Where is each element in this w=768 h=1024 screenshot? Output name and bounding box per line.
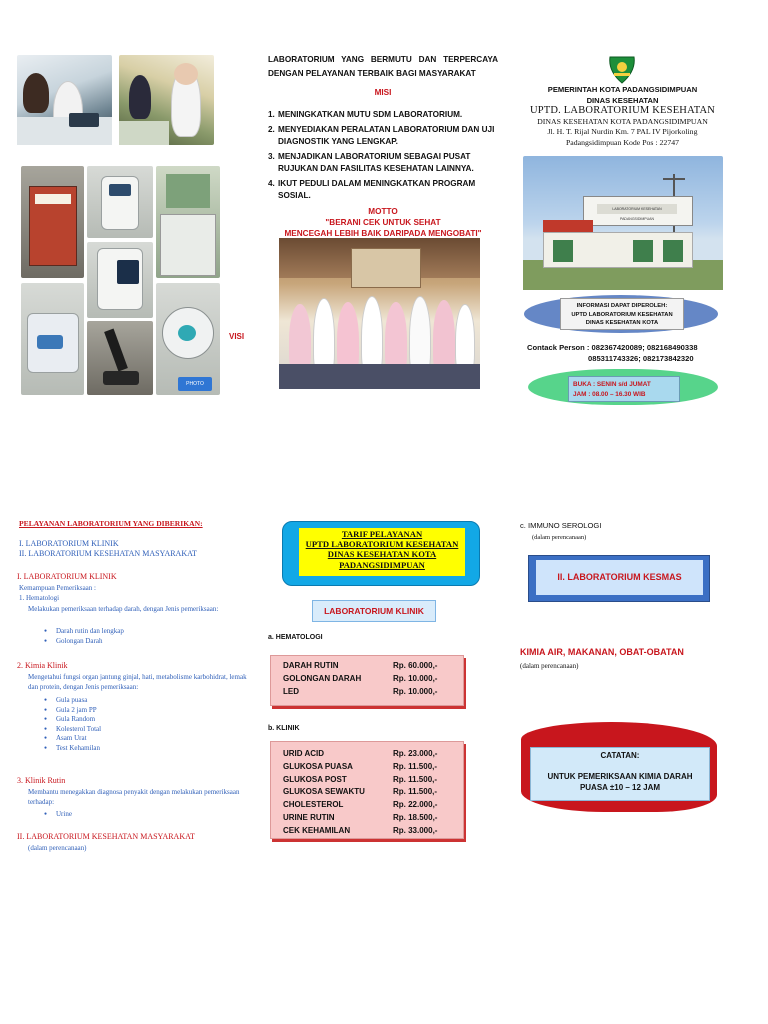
photo-equipment-centrifuge-1 <box>21 283 84 395</box>
photo-lab-activity-1 <box>17 55 112 145</box>
misi-list <box>268 109 498 205</box>
photo-badge: PHOTO <box>178 377 212 391</box>
kimia-klinik-list <box>44 696 244 754</box>
table-row: URID ACID Rp. 23.000,- <box>283 749 438 758</box>
list-item: ● Gula 2 jam PP <box>44 706 244 716</box>
institution-header <box>520 85 725 148</box>
hematologi-price-table <box>270 655 464 706</box>
list-item: ● Test Kehamilan <box>44 744 244 754</box>
list-item: ● Kolesterol Total <box>44 725 244 735</box>
misi-item: 1. MENINGKATKAN MUTU SDM LABORATORIUM. <box>268 110 463 119</box>
catatan-line: UNTUK PEMERIKSAAN KIMIA DARAH <box>547 772 693 781</box>
kimia-air-heading: KIMIA AIR, MAKANAN, OBAT-OBATAN <box>520 647 684 657</box>
motto-line: MENCEGAH LEBIH BAIK DARIPADA MENGOBATI" <box>284 229 482 238</box>
info-box: INFORMASI DAPAT DIPEROLEH: UPTD LABORATORIUM KESEHATAN DINAS KESEHATAN KOTA <box>560 298 684 330</box>
photo-staff-group <box>279 238 480 389</box>
motto-heading: MOTTO <box>368 207 398 216</box>
klinik-heading: I. LABORATORIUM KLINIK <box>17 572 117 581</box>
photo-equipment-analyzer-2 <box>87 242 153 318</box>
motto-line: "BERANI CEK UNTUK SEHAT <box>325 218 441 227</box>
table-row: GOLONGAN DARAH Rp. 10.000,- <box>283 673 438 683</box>
photo-equipment-centrifuge-2 <box>156 283 220 395</box>
photo-equipment-microscope <box>87 321 153 395</box>
hematologi-list <box>44 627 244 646</box>
list-item: ● Gula Random <box>44 715 244 725</box>
immuno-note: (dalam perencanaan) <box>532 534 587 541</box>
kesmas-heading: II. LABORATORIUM KESEHATAN MASYARAKAT <box>17 832 195 841</box>
catatan-line: PUASA ±10 – 12 JAM <box>579 783 661 792</box>
kesmas-note: (dalam perencanaan) <box>28 844 87 852</box>
klinik-rutin-list <box>44 810 244 820</box>
immuno-heading: c. IMMUNO SEROLOGI <box>520 521 602 530</box>
kesmas-label: II. LABORATORIUM KESMAS <box>536 560 703 595</box>
dinas-name: DINAS KESEHATAN KOTA PADANGSIDIMPUAN <box>537 116 708 126</box>
table-row: GLUKOSA SEWAKTU Rp. 11.500,- <box>283 787 438 797</box>
misi-item: 2. MENYEDIAKAN PERALATAN LABORATORIUM DAN UJI DIAGNOSTIK YANG LENGKAP. <box>268 124 495 146</box>
table-row: LED Rp. 10.000,- <box>283 686 438 696</box>
address-line: Jl. H. T. Rijal Nurdin Km. 7 PAL IV Pijorkoling <box>547 127 698 136</box>
misi-heading: MISI <box>374 88 392 97</box>
tarif-title: TARIF PELAYANAN UPTD LABORATORIUM KESEHATAN DINAS KESEHATAN KOTA PADANGSIDIMPUAN <box>299 528 465 576</box>
klinik-price-heading: b. KLINIK <box>268 725 300 732</box>
kimia-air-note: (dalam perencanaan) <box>520 662 579 670</box>
list-item: ● Golongan Darah <box>44 637 244 647</box>
dept-name: DINAS KESEHATAN <box>586 95 659 105</box>
contact-person <box>527 342 727 364</box>
gov-name: PEMERINTAH KOTA PADANGSIDIMPUAN <box>547 85 698 94</box>
table-row: CEK KEHAMILAN Rp. 33.000,- <box>283 825 438 835</box>
contact-line: 085311743326; 082173842320 <box>588 354 694 363</box>
table-row: DARAH RUTIN Rp. 60.000,- <box>283 661 438 670</box>
motto-block <box>268 206 498 239</box>
visi-label: VISI <box>229 332 245 341</box>
klinik-rutin-heading: 3. Klinik Rutin <box>17 776 66 785</box>
catatan-heading: CATATAN: <box>600 751 640 760</box>
opening-hours: BUKA : SENIN s/d JUMAT JAM : 08.00 – 16.30 WIB <box>568 376 680 402</box>
contact-line: Contack Person : 082367420089; 082168490338 <box>527 343 698 352</box>
table-row: URINE RUTIN Rp. 18.500,- <box>283 812 438 822</box>
services-title: PELAYANAN LABORATORIUM YANG DIBERIKAN: <box>19 519 203 528</box>
klinik-price-table <box>270 741 464 839</box>
kimia-klinik-heading: 2. Kimia Klinik <box>17 661 68 670</box>
list-item: ● Gula puasa <box>44 696 244 706</box>
list-item: ● Urine <box>44 810 244 820</box>
kimia-klinik-desc: Mengetahui fungsi organ jantung ginjal, hati, metabolisme karbohidrat, lemak dan protein, dengan Jenis pemeriksaan: <box>28 673 247 691</box>
photo-lab-activity-2 <box>119 55 214 145</box>
hematologi-desc: Melakukan pemeriksaan terhadap darah, dengan Jenis pemeriksaan: <box>28 605 219 613</box>
hematologi-price-heading: a. HEMATOLOGI <box>268 634 323 641</box>
misi-item: 3. MENJADIKAN LABORATORIUM SEBAGAI PUSAT RUJUKAN DAN FASILITAS KESEHATAN LAINNYA. <box>268 151 474 173</box>
klinik-rutin-desc: Membantu menegakkan diagnosa penyakit dengan melakukan pemeriksaan terhadap: <box>28 788 240 806</box>
city-emblem-icon <box>604 55 640 85</box>
lab-klinik-label: LABORATORIUM KLINIK <box>312 600 436 622</box>
vision-statement: LABORATORIUM YANG BERMUTU DAN TERPERCAYA DENGAN PELAYANAN TERBAIK BAGI MASYARAKAT <box>268 55 498 78</box>
table-row: CHOLESTEROL Rp. 22.000,- <box>283 800 438 810</box>
building-sign: LABORATORIUM KESEHATAN PADANGSIDIMPUAN <box>597 204 677 214</box>
uptd-title: UPTD. LABORATORIUM KESEHATAN <box>529 105 716 116</box>
table-row: GLUKOSA POST Rp. 11.500,- <box>283 774 438 784</box>
table-row: GLUKOSA PUASA Rp. 11.500,- <box>283 761 438 771</box>
kemampuan-label: Kemampuan Pemeriksaan : <box>19 584 96 592</box>
misi-item: 4. IKUT PEDULI DALAM MENINGKATKAN PROGRAM SOSIAL. <box>268 178 476 200</box>
hematologi-heading: 1. Hematologi <box>19 594 60 602</box>
list-item: ● Darah rutin dan lengkap <box>44 627 244 637</box>
catatan-box <box>530 747 710 801</box>
photo-equipment-cabinet <box>21 166 84 278</box>
services-list: I. LABORATORIUM KLINIK II. LABORATORIUM KESEHATAN MASYARAKAT <box>19 539 197 558</box>
photo-equipment-room <box>156 166 220 278</box>
list-item: ● Asam Urat <box>44 734 244 744</box>
photo-equipment-analyzer-1 <box>87 166 153 238</box>
address-line: Padangsidimpuan Kode Pos : 22747 <box>565 137 680 147</box>
photo-lab-building <box>523 156 723 290</box>
